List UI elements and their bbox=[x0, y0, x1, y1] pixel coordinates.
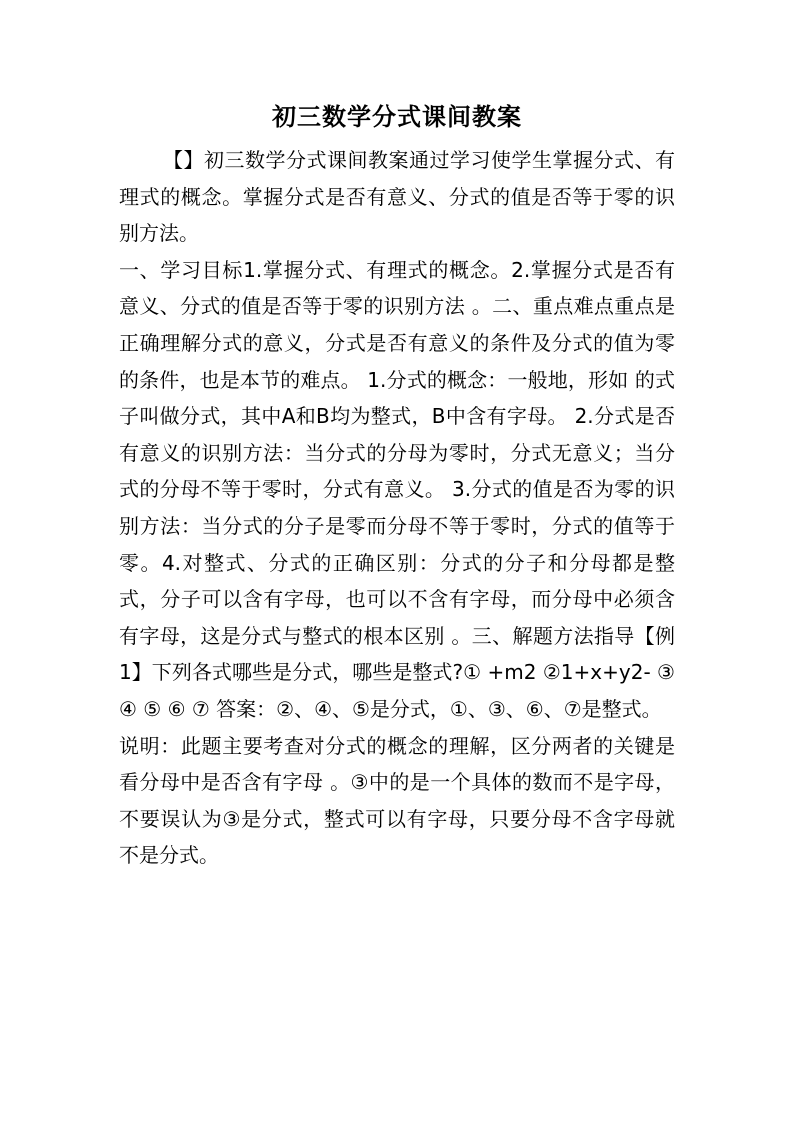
document-body bbox=[119, 142, 675, 874]
document-title: 初三数学分式课间教案 bbox=[272, 102, 522, 131]
body-paragraph: 一、学习目标1.掌握分式、有理式的概念。2.掌握分式是否有意义、分式的值是否等于零的识别方法 。二、重点难点重点是正确理解分式的意义，分式是否有意义的条件及分式的值为零的条件，也是本节的难点。 1.分式的概念：一般地，形如 的式子叫做分式，其中A和B均为整式，B中含有字母。 2.分式是否有意义的识别方法：当分式的分母为零时，分式无意义；当分式的分母不等于零时，分式有意义。 3.分式的值是否为零的识别方法：当分式的分子是零而分母不等于零时，分式的值等于零。4.对整式、分式的正确区别：分式的分子和分母都是整式，分子可以含有字母，也可以不含有字母，而分母中必须含有字母，这是分式与整式的根本区别 。三、解题方法指导【例1】下列各式哪些是分式，哪些是整式?① +m2 ②1+x+y2- ③ ④ ⑤ ⑥ ⑦ 答案：②、④、⑤是分式，①、③、⑥、⑦是整式。 bbox=[119, 257, 675, 721]
intro-paragraph: 【】初三数学分式课间教案通过学习使学生掌握分式、有理式的概念。掌握分式是否有意义、分式的值是否等于零的识别方法。 bbox=[119, 148, 675, 246]
explanation-paragraph: 说明：此题主要考查对分式的概念的理解，区分两者的关键是看分母中是否含有字母 。③中的是一个具体的数而不是字母，不要误认为③是分式，整式可以有字母，只要分母不含字母就不是分式。 bbox=[119, 733, 675, 868]
